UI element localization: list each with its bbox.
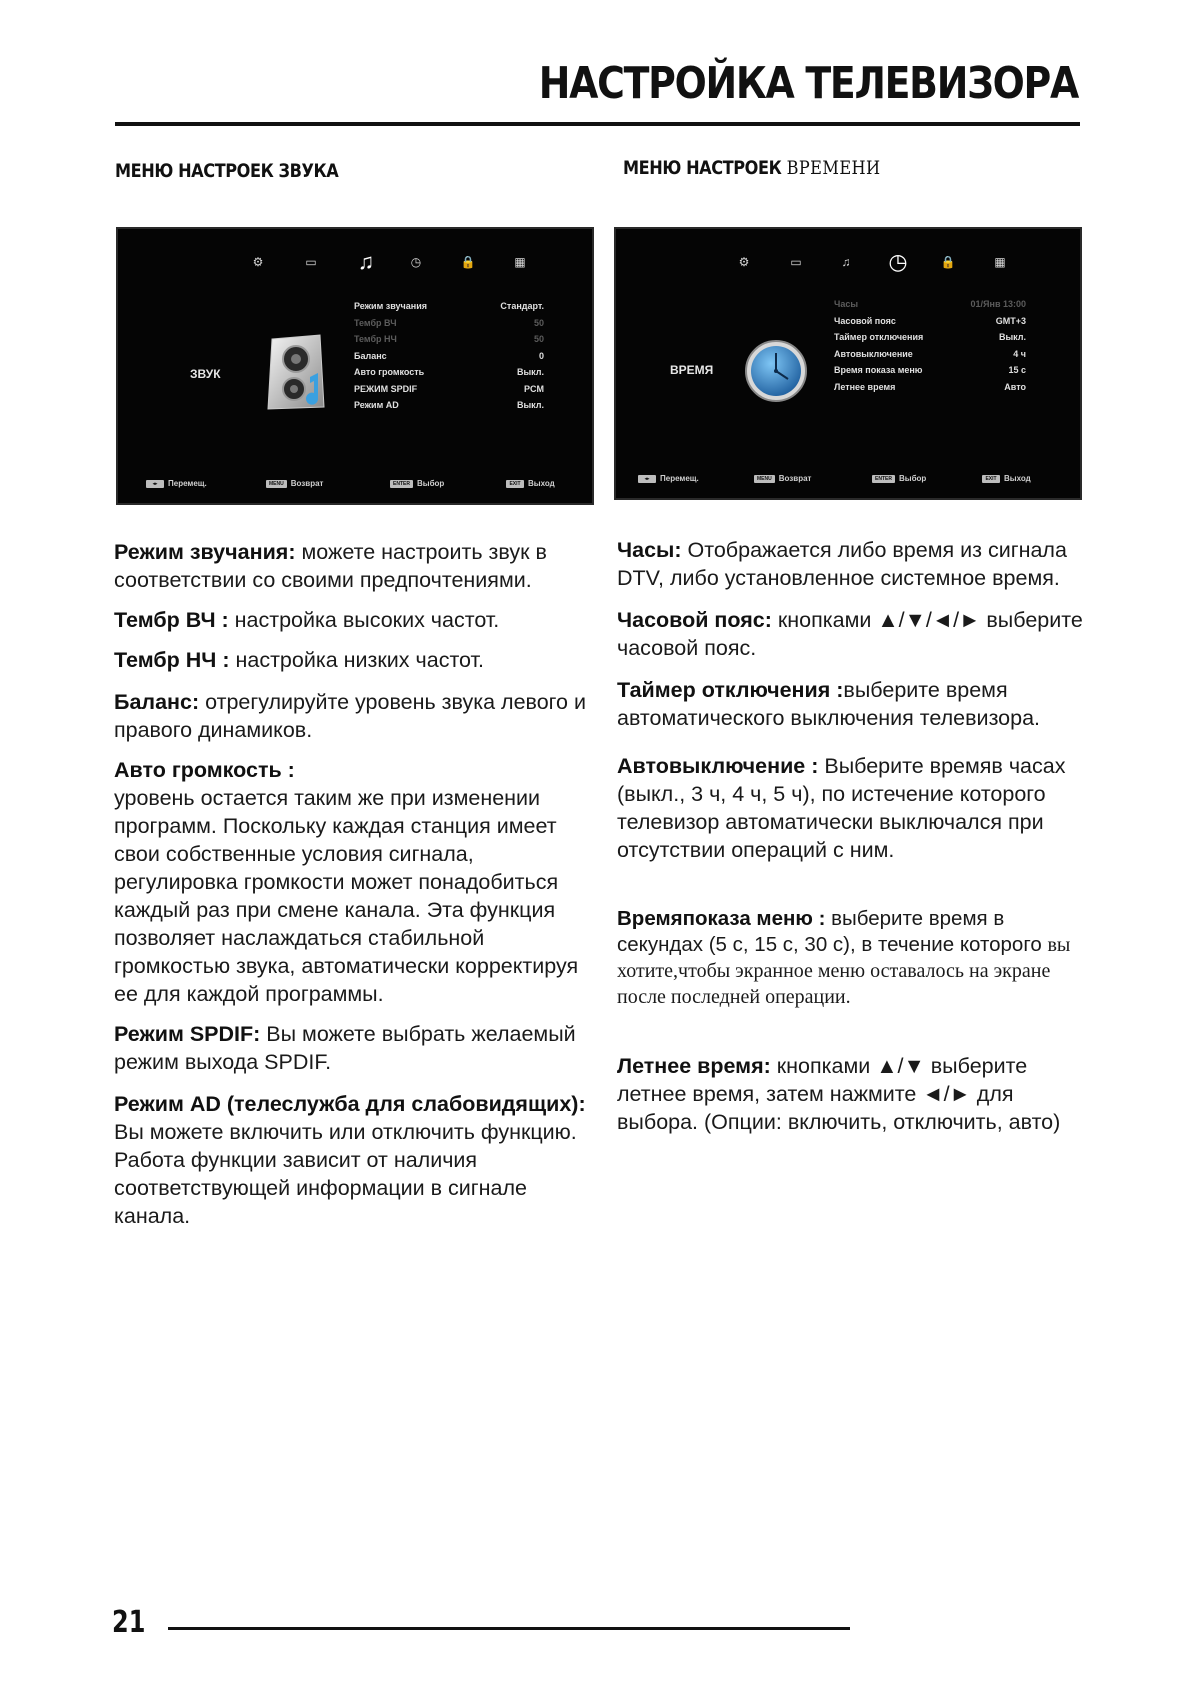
enter-key-icon: ENTER — [390, 480, 413, 488]
footer-move-hint: ◂▸ Перемещ. — [638, 474, 699, 483]
clock-icon — [744, 339, 808, 403]
desc-ad-mode: Режим AD (телеслужба для слабовидящих): Вы можете включить или отключить функцию. Работа функции зависит от наличия соответствующей информации в сигнале канала. — [114, 1092, 586, 1228]
footer-select-hint: ENTER Выбор — [872, 474, 926, 483]
desc-clock: Часы: Отображается либо время из сигнала DTV, либо установленное системное время. — [617, 538, 1067, 590]
screen-section-name: ЗВУК — [190, 367, 221, 381]
tab-icons-bar — [616, 251, 1080, 273]
menu-row-spdif-mode[interactable]: РЕЖИМ SPDIF PCM — [354, 383, 544, 394]
menu-row-balance[interactable]: Баланс 0 — [354, 350, 544, 361]
enter-key-icon: ENTER — [872, 475, 895, 483]
setup-grid-icon: ▦ — [994, 255, 1006, 269]
menu-row-summer-time[interactable]: Летнее время Авто — [834, 381, 1026, 392]
desc-spdif-mode: Режим SPDIF: Вы можете выбрать желаемый режим выхода SPDIF. — [114, 1022, 576, 1074]
settings-gear-icon: ⚙ — [252, 255, 264, 269]
footer-exit-hint: EXIT Выход — [506, 479, 555, 488]
desc-auto-volume: Авто громкость : уровень остается таким же при изменении программ. Поскольку каждая станция имеет свои собственные условия сигнала, регулировка громкости может понадобиться каждый раз при смене канала. Эта функция позволяет наслаждаться стабильной громкостью звука, автоматически корректируя ее для каждой программы. — [114, 758, 579, 1006]
desc-sound-mode: Режим звучания: можете настроить звук в соответствии со своими предпочтениями. — [114, 540, 547, 592]
sound-music-note-icon: ♫ — [357, 249, 375, 274]
exit-key-icon: EXIT — [506, 480, 524, 488]
time-settings-list — [834, 299, 1026, 398]
desc-time-zone: Часовой пояс: кнопками ▲/▼/◄/► выберите часовой пояс. — [617, 608, 1083, 660]
speaker-icon — [254, 329, 340, 415]
desc-summer-time: Летнее время: кнопками ▲/▼ выберите летнее время, затем нажмите ◄/► для выбора. (Опции: включить, отключить, авто) — [617, 1054, 1061, 1134]
desc-bass: Тембр НЧ : настройка низких частот. — [114, 648, 484, 672]
lock-icon: 🔒 — [460, 255, 476, 269]
page-number: 21 — [112, 1605, 146, 1640]
settings-gear-icon: ⚙ — [738, 255, 750, 269]
menu-row-auto-off[interactable]: Автовыключение 4 ч — [834, 348, 1026, 359]
footer-back-hint: MENU Возврат — [266, 479, 323, 488]
move-arrows-icon: ◂▸ — [146, 480, 164, 488]
picture-monitor-icon: ▭ — [790, 255, 802, 269]
menu-row-auto-volume[interactable]: Авто громкость Выкл. — [354, 367, 544, 377]
menu-row-treble[interactable]: Тембр ВЧ 50 — [354, 317, 544, 328]
desc-treble: Тембр ВЧ : настройка высоких частот. — [114, 608, 500, 632]
exit-key-icon: EXIT — [982, 475, 1000, 483]
desc-sleep-timer: Таймер отключения :выберите время автоматического выключения телевизора. — [617, 678, 1041, 730]
lock-icon: 🔒 — [940, 255, 956, 269]
footer-select-hint: ENTER Выбор — [390, 479, 444, 488]
footer-exit-hint: EXIT Выход — [982, 474, 1031, 483]
footer-back-hint: MENU Возврат — [754, 474, 811, 483]
desc-osd-timer: Времяпоказа меню : выберите время в секундах (5 с, 15 с, 30 с), в течение которого вы хотите,чтобы экранное меню оставалось на экране после последней операции. — [617, 907, 1071, 1008]
tab-icons-bar — [118, 251, 592, 273]
time-clock-icon: ◷ — [888, 249, 908, 274]
menu-row-clock[interactable]: Часы 01/Янв 13:00 — [834, 299, 1026, 309]
menu-row-time-zone[interactable]: Часовой пояс GMT+3 — [834, 315, 1026, 326]
menu-row-bass[interactable]: Тембр НЧ 50 — [354, 334, 544, 344]
setup-grid-icon: ▦ — [514, 255, 526, 269]
menu-key-icon: MENU — [754, 475, 775, 483]
sound-menu-heading: МЕНЮ НАСТРОЕК ЗВУКА — [115, 160, 339, 182]
time-menu-heading — [623, 157, 881, 179]
picture-monitor-icon: ▭ — [305, 255, 317, 269]
screen-footer — [616, 474, 1080, 488]
sound-music-note-icon: ♫ — [841, 255, 851, 269]
menu-row-sleep-timer[interactable]: Таймер отключения Выкл. — [834, 332, 1026, 342]
desc-balance: Баланс: отрегулируйте уровень звука левого и правого динамиков. — [114, 690, 586, 742]
time-menu-screen — [614, 227, 1082, 500]
screen-section-name: ВРЕМЯ — [670, 363, 714, 377]
sound-settings-list — [354, 301, 544, 417]
footer-move-hint: ◂▸ Перемещ. — [146, 479, 207, 488]
footer-rule — [168, 1627, 850, 1630]
menu-row-osd-timer[interactable]: Время показа меню 15 с — [834, 365, 1026, 375]
sound-menu-screen — [116, 227, 594, 505]
title-rule — [115, 122, 1080, 126]
time-descriptions — [617, 536, 1087, 1136]
sound-descriptions — [114, 538, 600, 1230]
page-title: НАСТРОЙКА ТЕЛЕВИЗОРА — [538, 58, 1078, 109]
time-menu-heading-bold: МЕНЮ НАСТРОЕК — [623, 157, 782, 179]
desc-auto-off: Автовыключение : Выберите времяв часах (выкл., 3 ч, 4 ч, 5 ч), по истечение которого телевизор автоматически выключался при отсутствии операций с ним. — [617, 754, 1066, 862]
screen-footer — [118, 479, 592, 493]
menu-row-sound-mode[interactable]: Режим звучания Стандарт. — [354, 301, 544, 311]
menu-key-icon: MENU — [266, 480, 287, 488]
menu-row-ad-mode[interactable]: Режим AD Выкл. — [354, 400, 544, 410]
time-menu-heading-serif: ВРЕМЕНИ — [786, 157, 881, 179]
move-arrows-icon: ◂▸ — [638, 475, 656, 483]
time-clock-icon: ◷ — [410, 255, 422, 269]
